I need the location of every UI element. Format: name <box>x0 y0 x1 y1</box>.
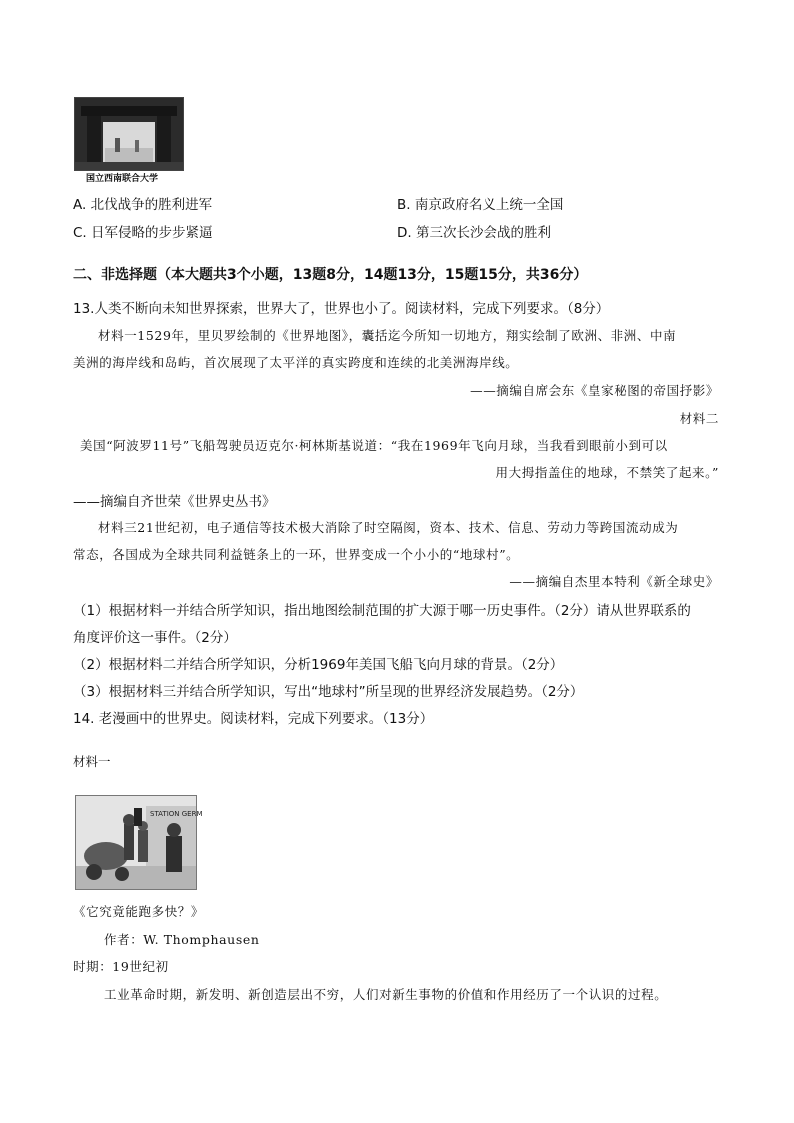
section-heading: 二、非选择题（本大题共3个小题，13题8分，14题13分，15题15分，共36分） <box>73 267 588 283</box>
q13-stem: 13.人类不断向未知世界探索，世界大了，世界也小了。阅读材料，完成下列要求。（8分） <box>73 301 610 317</box>
cartoon-image <box>75 795 203 890</box>
q13-material2-line2: 用大拇指盖住的地球，不禁笑了起来。” <box>495 465 719 480</box>
cartoon-description: 工业革命时期，新发明、新创造层出不穷，人们对新生事物的价值和作用经历了一个认识的过程。 <box>104 987 668 1002</box>
option-d: D. 第三次长沙会战的胜利 <box>397 225 551 241</box>
cartoon-period: 时期：19世纪初 <box>73 959 169 974</box>
photo-caption: 国立西南联合大学 <box>86 174 159 184</box>
q13-sub1-line1: （1）根据材料一并结合所学知识，指出地图绘制范围的扩大源于哪一历史事件。（2分）请从世界联系的 <box>73 603 691 619</box>
option-a: A. 北伐战争的胜利进军 <box>73 197 213 213</box>
gate-photo-illustration <box>75 98 183 170</box>
q13-sub1-line2: 角度评价这一事件。（2分） <box>73 630 237 646</box>
cartoon-sign-text: STATION GERM <box>150 810 203 818</box>
cartoon-title: 《它究竟能跑多快？》 <box>73 904 205 919</box>
q13-material3-source: ——摘编自杰里本特利《新全球史》 <box>509 574 719 589</box>
photo-southwest-associated-university <box>74 97 184 171</box>
q13-sub2: （2）根据材料二并结合所学知识，分析1969年美国飞船飞向月球的背景。（2分） <box>73 657 564 673</box>
q13-material1-line1: 材料一1529年，里贝罗绘制的《世界地图》，囊括迄今所知一切地方，翔实绘制了欧洲、非洲、中南 <box>98 328 677 343</box>
q13-material3-line1: 材料三21世纪初，电子通信等技术极大消除了时空隔阂，资本、技术、信息、劳动力等跨国流动成为 <box>98 520 679 535</box>
q13-material2-line1: 美国“阿波罗11号”飞船驾驶员迈克尔·柯林斯基说道：“我在1969年飞向月球，当我看到眼前小到可以 <box>80 438 668 453</box>
cartoon-illustration <box>76 796 203 889</box>
q14-material1-label: 材料一 <box>73 754 111 769</box>
q13-material1-source: ——摘编自席会东《皇家秘图的帝国抒影》 <box>470 383 719 398</box>
option-b: B. 南京政府名义上统一全国 <box>397 197 564 213</box>
cartoon-author: 作者：W. Thomphausen <box>104 932 260 947</box>
q13-material2-source: ——摘编自齐世荣《世界史丛书》 <box>73 494 276 510</box>
option-c: C. 日军侵略的步步紧逼 <box>73 225 213 241</box>
q14-stem: 14. 老漫画中的世界史。阅读材料，完成下列要求。（13分） <box>73 711 434 727</box>
q13-material3-line2: 常态，各国成为全球共同利益链条上的一环，世界变成一个小小的“地球村”。 <box>73 547 520 562</box>
q13-sub3: （3）根据材料三并结合所学知识，写出“地球村”所呈现的世界经济发展趋势。（2分） <box>73 684 584 700</box>
q13-material2-label: 材料二 <box>679 411 719 426</box>
q13-material1-line2: 美洲的海岸线和岛屿，首次展现了太平洋的真实跨度和连续的北美洲海岸线。 <box>73 355 519 370</box>
